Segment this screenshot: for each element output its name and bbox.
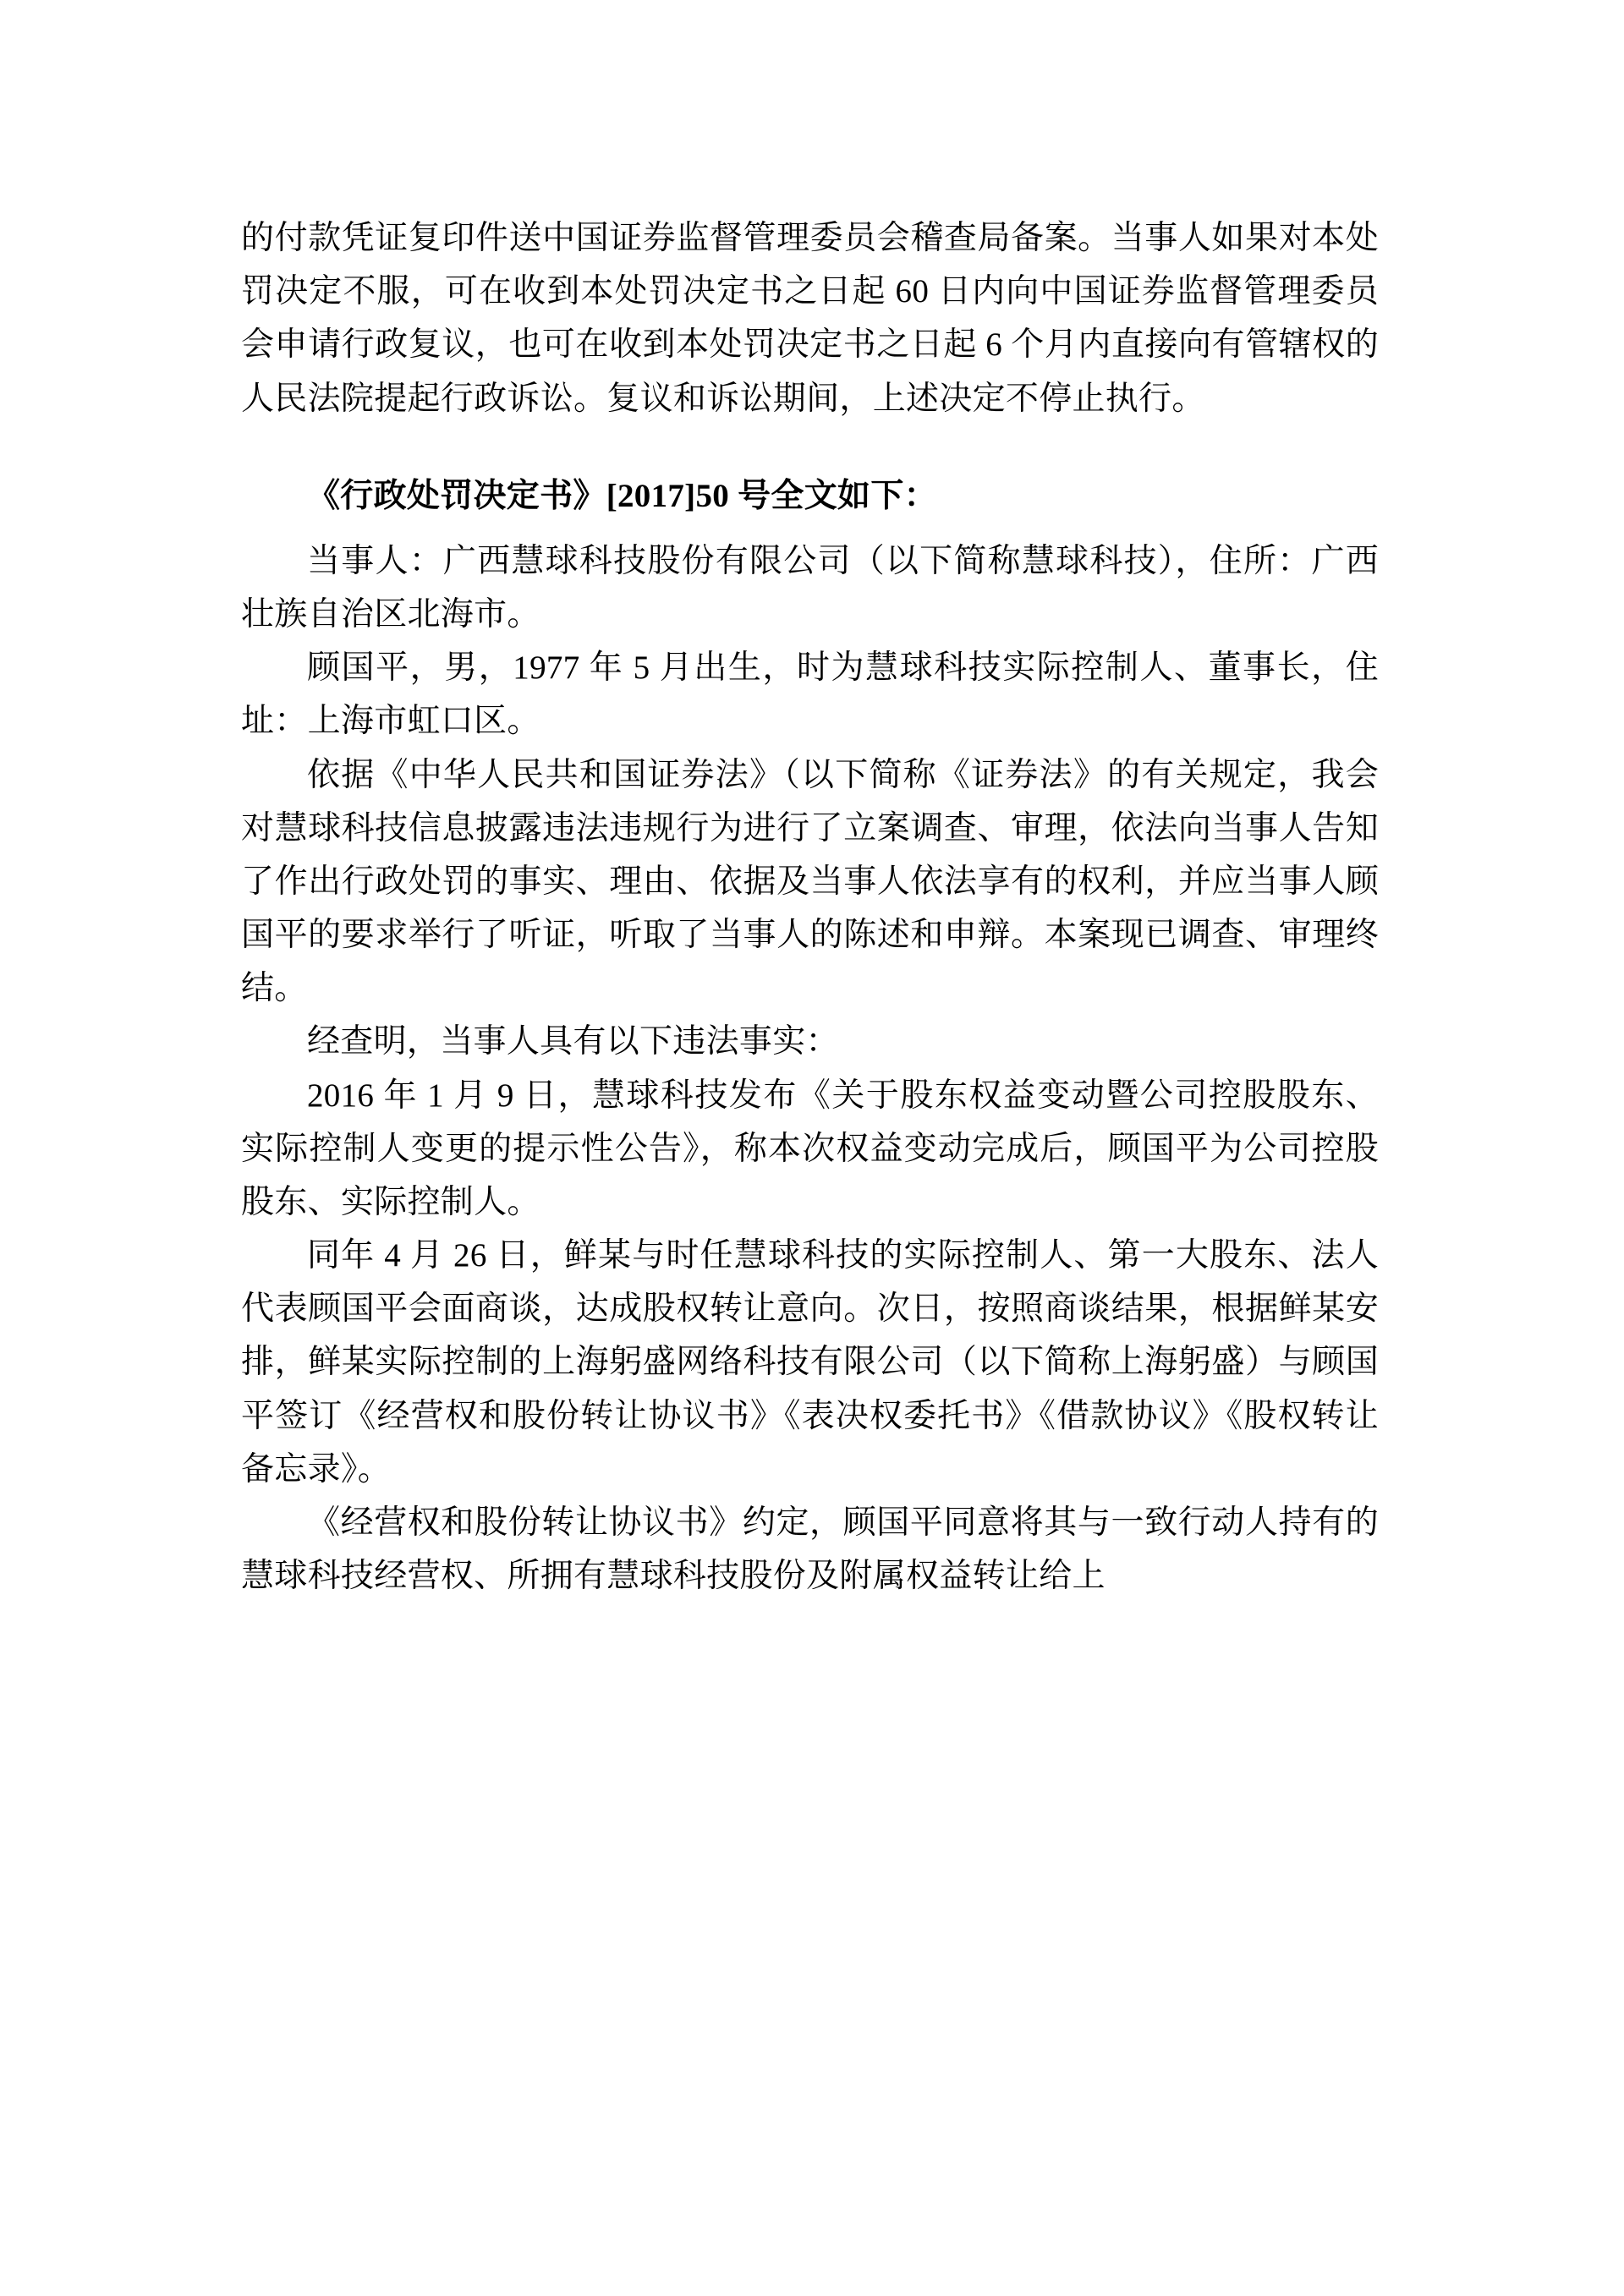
paragraph-party-company: 当事人：广西慧球科技股份有限公司（以下简称慧球科技），住所：广西壮族自治区北海市。	[241, 542, 1379, 633]
paragraph-findings-intro: 经查明，当事人具有以下违法事实：	[307, 1023, 839, 1060]
paragraph-party-person: 顾国平，男，1977 年 5 月出生，时为慧球科技实际控制人、董事长，住址：上海市虹口区。	[241, 649, 1379, 740]
paragraph-agreement-terms: 《经营权和股份转让协议书》约定，顾国平同意将其与一致行动人持有的慧球科技经营权、所拥有慧球科技股份及附属权益转让给上	[241, 1504, 1379, 1595]
section-heading: 《行政处罚决定书》[2017]50 号全文如下：	[307, 477, 937, 514]
paragraph-legal-basis: 依据《中华人民共和国证券法》（以下简称《证券法》的有关规定，我会对慧球科技信息披露违法违规行为进行了立案调查、审理，依法向当事人告知了作出行政处罚的事实、理由、依据及当事人依法享有的权利，并应当事人顾国平的要求举行了听证，听取了当事人的陈述和申辩。本案现已调查、审理终结。	[241, 756, 1379, 1007]
paragraph-transfer-meeting: 同年 4 月 26 日，鲜某与时任慧球科技的实际控制人、第一大股东、法人代表顾国平会面商谈，达成股权转让意向。次日，按照商谈结果，根据鲜某安排，鲜某实际控制的上海躬盛网络科技有限公司（以下简称上海躬盛）与顾国平签订《经营权和股份转让协议书》《表决权委托书》《借款协议》《股权转让备忘录》。	[241, 1237, 1379, 1488]
paragraph-announcement-2016: 2016 年 1 月 9 日，慧球科技发布《关于股东权益变动暨公司控股股东、实际控制人变更的提示性公告》，称本次权益变动完成后，顾国平为公司控股股东、实际控制人。	[241, 1077, 1379, 1220]
paragraph-continuation: 的付款凭证复印件送中国证券监督管理委员会稽查局备案。当事人如果对本处罚决定不服，可在收到本处罚决定书之日起 60 日内向中国证券监督管理委员会申请行政复议，也可在收到本处罚决定书之日起 6 个月内直接向有管辖权的人民法院提起行政诉讼。复议和诉讼期间，上述决定不停止执行。	[241, 220, 1379, 417]
document-body	[241, 211, 1379, 1603]
